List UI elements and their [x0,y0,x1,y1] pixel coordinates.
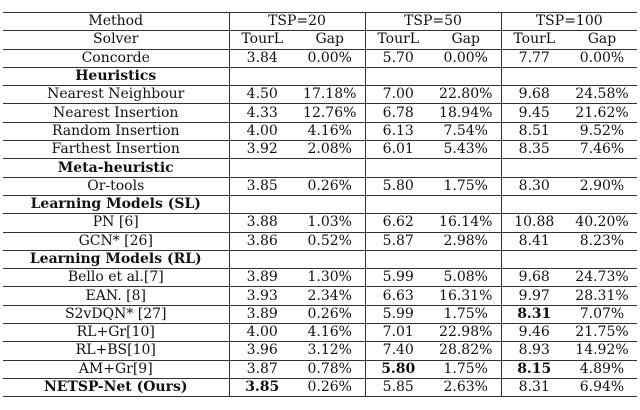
section-label: Learning Models (RL) [3,250,229,268]
table-row [3,342,637,360]
tour-length-cell: 3.85 [229,177,295,195]
tour-length-cell: 3.84 [229,49,295,67]
group-header-tsp100: TSP=100 [501,13,637,31]
tour-length-cell: 9.68 [501,269,567,287]
empty-cell [431,250,501,268]
gap-cell: 4.89% [567,360,637,378]
tour-length-cell: 3.92 [229,141,295,159]
gap-cell: 0.00% [295,49,365,67]
empty-cell [567,159,637,177]
table-body [3,49,637,397]
gap-cell: 4.16% [295,122,365,140]
gap-cell: 0.26% [295,305,365,323]
tour-length-cell: 5.70 [365,49,431,67]
tour-length-cell: 8.41 [501,232,567,250]
gap-cell: 28.31% [567,287,637,305]
empty-cell [431,67,501,85]
table-row [3,378,637,396]
tour-length-cell: 7.00 [365,86,431,104]
gap-cell: 0.26% [295,177,365,195]
gap-cell: 1.75% [431,177,501,195]
gap-cell: 0.00% [431,49,501,67]
table-row [3,141,637,159]
gap-cell: 2.90% [567,177,637,195]
header-row-subcols [3,31,637,49]
gap-cell: 17.18% [295,86,365,104]
empty-cell [501,250,567,268]
empty-cell [431,195,501,213]
tour-length-cell: 4.33 [229,104,295,122]
empty-cell [295,159,365,177]
table-row [3,360,637,378]
table-row [3,305,637,323]
gap-cell: 9.52% [567,122,637,140]
gap-cell: 1.75% [431,360,501,378]
method-name: AM+Gr[9] [3,360,229,378]
group-header-tsp20: TSP=20 [229,13,365,31]
tour-length-cell: 8.51 [501,122,567,140]
table-row [3,86,637,104]
table-row [3,232,637,250]
gap-cell: 14.92% [567,342,637,360]
method-name: RL+Gr[10] [3,324,229,342]
gap-cell: 0.26% [295,378,365,396]
empty-cell [229,67,295,85]
gap-cell: 0.00% [567,49,637,67]
method-name: NETSP-Net (Ours) [3,378,229,396]
group-header-tsp50: TSP=50 [365,13,501,31]
section-row [3,250,637,268]
empty-cell [431,159,501,177]
tour-length-cell: 8.30 [501,177,567,195]
empty-cell [229,195,295,213]
gap-cell: 0.52% [295,232,365,250]
tour-length-cell: 4.00 [229,324,295,342]
method-name: Nearest Insertion [3,104,229,122]
section-label: Heuristics [3,67,229,85]
tour-length-cell: 9.68 [501,86,567,104]
table-row [3,324,637,342]
gap-cell: 40.20% [567,214,637,232]
method-name: EAN. [8] [3,287,229,305]
section-row [3,159,637,177]
results-table [3,12,637,397]
table-row [3,177,637,195]
subcol-header: TourL [365,31,431,49]
tour-length-cell: 4.50 [229,86,295,104]
empty-cell [365,195,431,213]
method-name: RL+BS[10] [3,342,229,360]
tour-length-cell: 4.00 [229,122,295,140]
subcol-header: Gap [431,31,501,49]
gap-cell: 18.94% [431,104,501,122]
gap-cell: 7.54% [431,122,501,140]
method-name: GCN* [26] [3,232,229,250]
tour-length-cell: 3.85 [229,378,295,396]
table-row [3,104,637,122]
section-label: Learning Models (SL) [3,195,229,213]
empty-cell [365,250,431,268]
gap-cell: 24.58% [567,86,637,104]
tour-length-cell: 7.77 [501,49,567,67]
gap-cell: 2.98% [431,232,501,250]
gap-cell: 1.75% [431,305,501,323]
tour-length-cell: 5.99 [365,305,431,323]
tour-length-cell: 7.40 [365,342,431,360]
method-name: Random Insertion [3,122,229,140]
method-name: PN [6] [3,214,229,232]
gap-cell: 21.62% [567,104,637,122]
gap-cell: 12.76% [295,104,365,122]
subcol-header: Gap [295,31,365,49]
tour-length-cell: 5.80 [365,177,431,195]
subcol-header: Gap [567,31,637,49]
gap-cell: 22.80% [431,86,501,104]
tour-length-cell: 3.89 [229,305,295,323]
tour-length-cell: 8.31 [501,378,567,396]
tour-length-cell: 6.01 [365,141,431,159]
empty-cell [501,195,567,213]
solver-header: Solver [3,31,229,49]
gap-cell: 28.82% [431,342,501,360]
empty-cell [229,250,295,268]
subcol-header: TourL [229,31,295,49]
method-name: Farthest Insertion [3,141,229,159]
empty-cell [365,67,431,85]
table-row [3,214,637,232]
tour-length-cell: 3.93 [229,287,295,305]
table-row [3,122,637,140]
empty-cell [501,159,567,177]
subcol-header: TourL [501,31,567,49]
gap-cell: 1.30% [295,269,365,287]
section-row [3,67,637,85]
empty-cell [567,250,637,268]
table-row [3,269,637,287]
method-name: Nearest Neighbour [3,86,229,104]
tour-length-cell: 8.35 [501,141,567,159]
gap-cell: 5.43% [431,141,501,159]
empty-cell [229,159,295,177]
tour-length-cell: 3.96 [229,342,295,360]
gap-cell: 16.31% [431,287,501,305]
empty-cell [501,67,567,85]
tour-length-cell: 3.87 [229,360,295,378]
gap-cell: 2.34% [295,287,365,305]
gap-cell: 7.46% [567,141,637,159]
gap-cell: 3.12% [295,342,365,360]
tour-length-cell: 5.99 [365,269,431,287]
tour-length-cell: 10.88 [501,214,567,232]
gap-cell: 21.75% [567,324,637,342]
section-row [3,195,637,213]
tour-length-cell: 6.62 [365,214,431,232]
empty-cell [295,195,365,213]
gap-cell: 22.98% [431,324,501,342]
section-label: Meta-heuristic [3,159,229,177]
method-header: Method [3,13,229,31]
gap-cell: 7.07% [567,305,637,323]
gap-cell: 6.94% [567,378,637,396]
gap-cell: 8.23% [567,232,637,250]
gap-cell: 1.03% [295,214,365,232]
tour-length-cell: 3.88 [229,214,295,232]
method-name: Concorde [3,49,229,67]
tour-length-cell: 9.45 [501,104,567,122]
empty-cell [365,159,431,177]
method-name: Bello et al.[7] [3,269,229,287]
tour-length-cell: 5.85 [365,378,431,396]
tour-length-cell: 5.80 [365,360,431,378]
gap-cell: 24.73% [567,269,637,287]
gap-cell: 4.16% [295,324,365,342]
empty-cell [295,67,365,85]
tour-length-cell: 8.15 [501,360,567,378]
tour-length-cell: 5.87 [365,232,431,250]
tour-length-cell: 8.31 [501,305,567,323]
tour-length-cell: 8.93 [501,342,567,360]
header-row-groups [3,13,637,31]
tour-length-cell: 9.97 [501,287,567,305]
method-name: S2vDQN* [27] [3,305,229,323]
gap-cell: 5.08% [431,269,501,287]
gap-cell: 2.63% [431,378,501,396]
tour-length-cell: 6.13 [365,122,431,140]
gap-cell: 16.14% [431,214,501,232]
table-row [3,287,637,305]
gap-cell: 0.78% [295,360,365,378]
gap-cell: 2.08% [295,141,365,159]
empty-cell [295,250,365,268]
tour-length-cell: 3.86 [229,232,295,250]
empty-cell [567,195,637,213]
tour-length-cell: 6.78 [365,104,431,122]
method-name: Or-tools [3,177,229,195]
tour-length-cell: 6.63 [365,287,431,305]
tour-length-cell: 3.89 [229,269,295,287]
empty-cell [567,67,637,85]
table-row [3,49,637,67]
tour-length-cell: 9.46 [501,324,567,342]
tour-length-cell: 7.01 [365,324,431,342]
